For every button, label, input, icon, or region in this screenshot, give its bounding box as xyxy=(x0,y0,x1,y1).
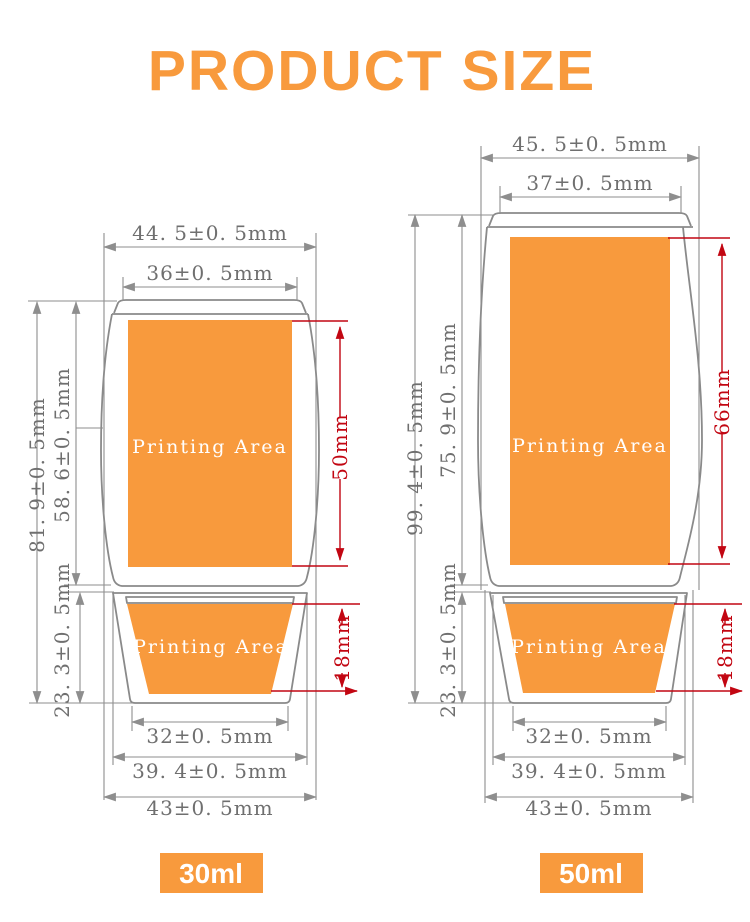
dim-cap-bottom-width-label: 32±0. 5mm xyxy=(146,724,274,748)
dim-outer-width-label: 45. 5±0. 5mm xyxy=(512,132,668,156)
dim-body-height-label: 75. 9±0. 5mm xyxy=(436,322,460,478)
body-printing-area xyxy=(510,237,670,565)
dim-total-height-label: 99. 4±0. 5mm xyxy=(403,380,427,536)
bottle-30ml xyxy=(25,221,360,893)
volume-badge-30ml-label: 30ml xyxy=(179,858,243,889)
dim-cap-top-width-label: 39. 4±0. 5mm xyxy=(132,759,288,783)
dim-outer-width-label: 44. 5±0. 5mm xyxy=(132,221,288,245)
dim-cap-print-height-label: 18mm xyxy=(330,614,354,682)
dim-shoulder-width-label: 37±0. 5mm xyxy=(526,171,654,195)
cap-printing-area-label: Printing Area xyxy=(133,636,289,658)
dim-base-width-label: 43±0. 5mm xyxy=(146,796,274,820)
dim-cap-height-label: 23. 3±0. 5mm xyxy=(436,562,460,718)
dim-cap-print-height-label: 18mm xyxy=(713,614,737,682)
body-printing-area-label: Printing Area xyxy=(132,436,288,458)
volume-badge-50ml-label: 50ml xyxy=(559,858,623,889)
bottle-50ml xyxy=(403,132,742,893)
page-title: PRODUCT SIZE xyxy=(147,39,597,103)
dim-body-height-label: 58. 6±0. 5mm xyxy=(50,367,74,523)
cap-printing-area-label: Printing Area xyxy=(511,636,667,658)
dim-cap-height-label: 23. 3±0. 5mm xyxy=(50,562,74,718)
dim-total-height-label: 81. 9±0. 5mm xyxy=(25,397,49,553)
dim-body-print-height-label: 50mm xyxy=(328,413,352,481)
dim-cap-bottom-width-label: 32±0. 5mm xyxy=(525,724,653,748)
dim-shoulder-width-label: 36±0. 5mm xyxy=(146,261,274,285)
body-printing-area-label: Printing Area xyxy=(512,435,668,457)
dim-body-print-height-label: 66mm xyxy=(710,368,734,436)
dim-base-width-label: 43±0. 5mm xyxy=(525,796,653,820)
dim-cap-top-width-label: 39. 4±0. 5mm xyxy=(511,759,667,783)
